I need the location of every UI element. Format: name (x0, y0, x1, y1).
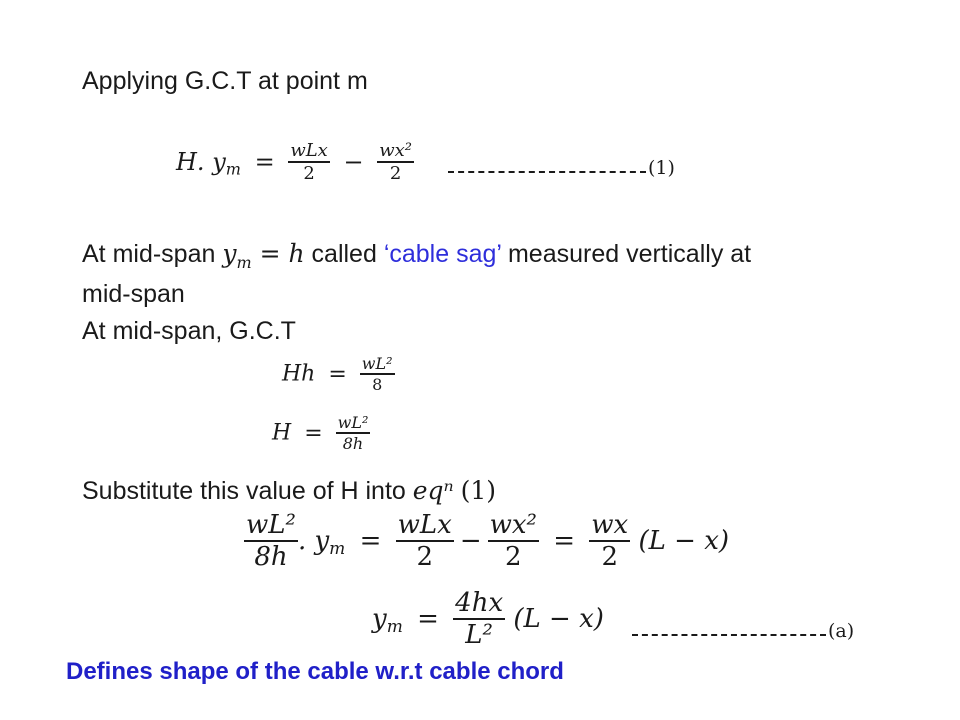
eq5-equals: = (417, 604, 439, 634)
eq1-label: (1) (648, 157, 675, 179)
eq4-f3-num: wx² (489, 510, 537, 540)
eq1-f2-num: wx² (379, 140, 412, 161)
eq1-f1-den: 2 (303, 163, 315, 184)
eq5-frac (453, 588, 505, 650)
substitute-prefix: Substitute this value of H into (82, 477, 413, 505)
eq2-equals: = (328, 361, 347, 387)
eq-a-leader-line (632, 634, 826, 636)
eq5-lhs-y: y (372, 604, 387, 634)
midspan-math-y: y (222, 239, 237, 268)
eq1-lhs: H. y (176, 148, 226, 176)
eq3-den: 8h (342, 434, 364, 453)
eq4-dot-y: . y (297, 526, 330, 556)
eq4-f4-den: 2 (601, 542, 619, 572)
eq3-lhs: H (272, 420, 292, 446)
midspan-suffix: measured vertically at (501, 240, 752, 268)
midspan-math-rest: = h (251, 239, 305, 268)
eq1-f2-den: 2 (389, 163, 402, 184)
eq4-frac-3 (488, 510, 539, 572)
eq5-lhs-sub: m (386, 617, 403, 638)
eq2-frac (360, 354, 395, 394)
eq4-f2-num: wLx (397, 510, 452, 540)
eq1-minus: − (343, 148, 364, 176)
eq3-equals: = (304, 420, 323, 446)
substitute-ref: (1) (460, 476, 497, 505)
midspan-prefix: At mid-span (82, 240, 223, 268)
equation-hh (282, 354, 395, 394)
eq4-equals-1: = (359, 526, 382, 556)
eq4-f3-den: 2 (505, 542, 522, 572)
eq5-den: L² (465, 620, 493, 650)
eq5-num: 4hx (455, 588, 504, 618)
eq4-frac-4 (589, 510, 630, 572)
eq4-f1-num: wL² (246, 510, 296, 540)
eq1-frac-2 (377, 140, 414, 184)
substitute-eqn: eqⁿ (412, 476, 454, 505)
eq4-paren: (L − x) (638, 526, 729, 556)
equation-a (372, 588, 604, 650)
eq1-leader-line (448, 171, 646, 173)
eq4-f1-den: 8h (254, 542, 288, 572)
eq1-lhs-sub: m (225, 159, 241, 179)
eq5-paren: (L − x) (513, 604, 604, 634)
eq4-frac-1 (244, 510, 298, 572)
midspan-line (82, 239, 751, 278)
equation-h (272, 413, 370, 453)
eq1-frac-1 (288, 140, 330, 184)
eq3-frac (336, 413, 371, 453)
eq2-lhs: Hh (282, 361, 316, 387)
cable-sag-term: ‘cable sag’ (383, 240, 502, 268)
eq-a-label: (a) (828, 620, 855, 642)
eq4-minus: − (459, 526, 482, 556)
eq1-equals: = (254, 148, 275, 176)
eq2-num: wL² (361, 354, 393, 373)
equation-1 (176, 140, 414, 184)
midspan-gct: At mid-span, G.C.T (82, 317, 296, 345)
substitute-line (82, 476, 496, 506)
eq2-den: 8 (372, 375, 383, 394)
eq1-f1-num: wLx (290, 140, 328, 161)
eq4-f2-den: 2 (416, 542, 433, 572)
footer-note: Defines shape of the cable w.r.t cable chord (66, 658, 564, 685)
eq4-dot-sub: m (329, 539, 346, 560)
eq4-f4-num: wx (591, 510, 629, 540)
midspan-middle: called (304, 240, 384, 268)
eq3-num: wL² (337, 413, 369, 432)
eq4-frac-2 (396, 510, 454, 572)
equation-substituted (244, 510, 729, 572)
heading: Applying G.C.T at point m (82, 67, 368, 95)
midspan-continuation: mid-span (82, 280, 185, 308)
eq4-equals-2: = (553, 526, 576, 556)
midspan-math-sub: m (236, 253, 252, 272)
